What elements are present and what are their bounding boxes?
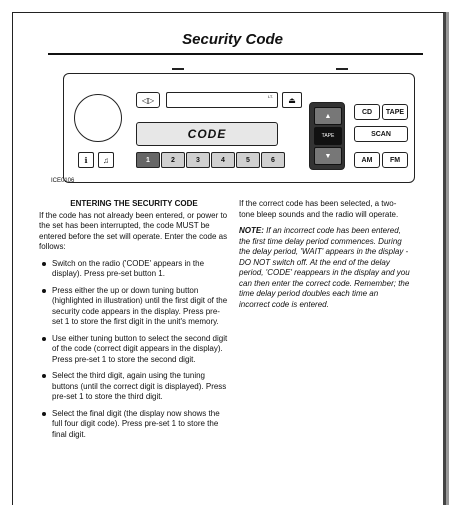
manual-page — [12, 12, 446, 505]
list-item: Press either the up or down tuning button (highlighted in illustration) until the first digit of the security code appears in the display. Press pre-set 1 to store the first digit in the unit's memory. — [39, 286, 229, 328]
note-paragraph — [239, 226, 411, 310]
list-item: Select the third digit, again using the tuning buttons (until the correct digit is displayed). Press pre-set 1 to store the third digit. — [39, 371, 229, 403]
left-column — [39, 199, 229, 446]
radio-illustration — [63, 73, 415, 183]
list-item: Switch on the radio ('CODE' appears in the display). Press pre-set button 1. — [39, 259, 229, 280]
preset-button-2: 2 — [161, 152, 185, 168]
preset-button-6: 6 — [261, 152, 285, 168]
seek-icon: ◁▷ — [136, 92, 160, 108]
scan-button: SCAN — [354, 126, 408, 142]
tune-down-button: ▼ — [314, 147, 342, 165]
preset-button-1: 1 — [136, 152, 160, 168]
success-paragraph: If the correct code has been selected, a two-tone bleep sounds and the radio will operate. — [239, 199, 399, 219]
list-item: Select the final digit (the display now shows the full four digit code). Press pre-set 1 to store the final digit. — [39, 409, 229, 441]
list-item: Use either tuning button to select the second digit of the code (correct digit appears in the display). Press pre-set 1 to store the second digit. — [39, 334, 229, 366]
tape-pad-button: TAPE — [314, 127, 342, 145]
cd-button: CD — [354, 104, 380, 120]
tape-slot-label: LT. — [267, 94, 273, 99]
intro-paragraph: If the code has not already been entered, or power to the set has been interrupted, the code MUST be entered before the set will operate. Enter the code as follows: — [39, 210, 228, 251]
radio-top-mark — [336, 68, 348, 70]
preset-button-3: 3 — [186, 152, 210, 168]
music-icon: ♫ — [98, 152, 114, 168]
tuning-pad — [309, 102, 345, 170]
fm-button: FM — [382, 152, 408, 168]
preset-button-5: 5 — [236, 152, 260, 168]
preset-button-4: 4 — [211, 152, 235, 168]
am-button: AM — [354, 152, 380, 168]
title-rule — [48, 53, 423, 55]
page-title: Security Code — [182, 31, 283, 48]
eject-icon: ⏏ — [282, 92, 302, 108]
radio-display: CODE — [136, 122, 278, 146]
radio-top-mark — [172, 68, 184, 70]
section-heading: ENTERING THE SECURITY CODE — [70, 199, 198, 208]
note-text: If an incorrect code has been entered, the first time delay period commences. During the delay period, 'WAIT' appears in the display - DO NOT switch off. At the end of the delay period, 'CODE' reappears in the display and you can then enter the correct code. Remember; the time delay period doubles each time an incorrect code is entered. — [239, 226, 410, 309]
right-column — [239, 199, 411, 316]
info-icon: ℹ — [78, 152, 94, 168]
tape-button: TAPE — [382, 104, 408, 120]
tune-up-button: ▲ — [314, 107, 342, 125]
volume-knob — [74, 94, 122, 142]
figure-label: ICE0106 — [51, 178, 75, 184]
note-label: NOTE: — [239, 226, 264, 235]
tape-slot — [166, 92, 278, 108]
steps-list — [39, 259, 229, 441]
